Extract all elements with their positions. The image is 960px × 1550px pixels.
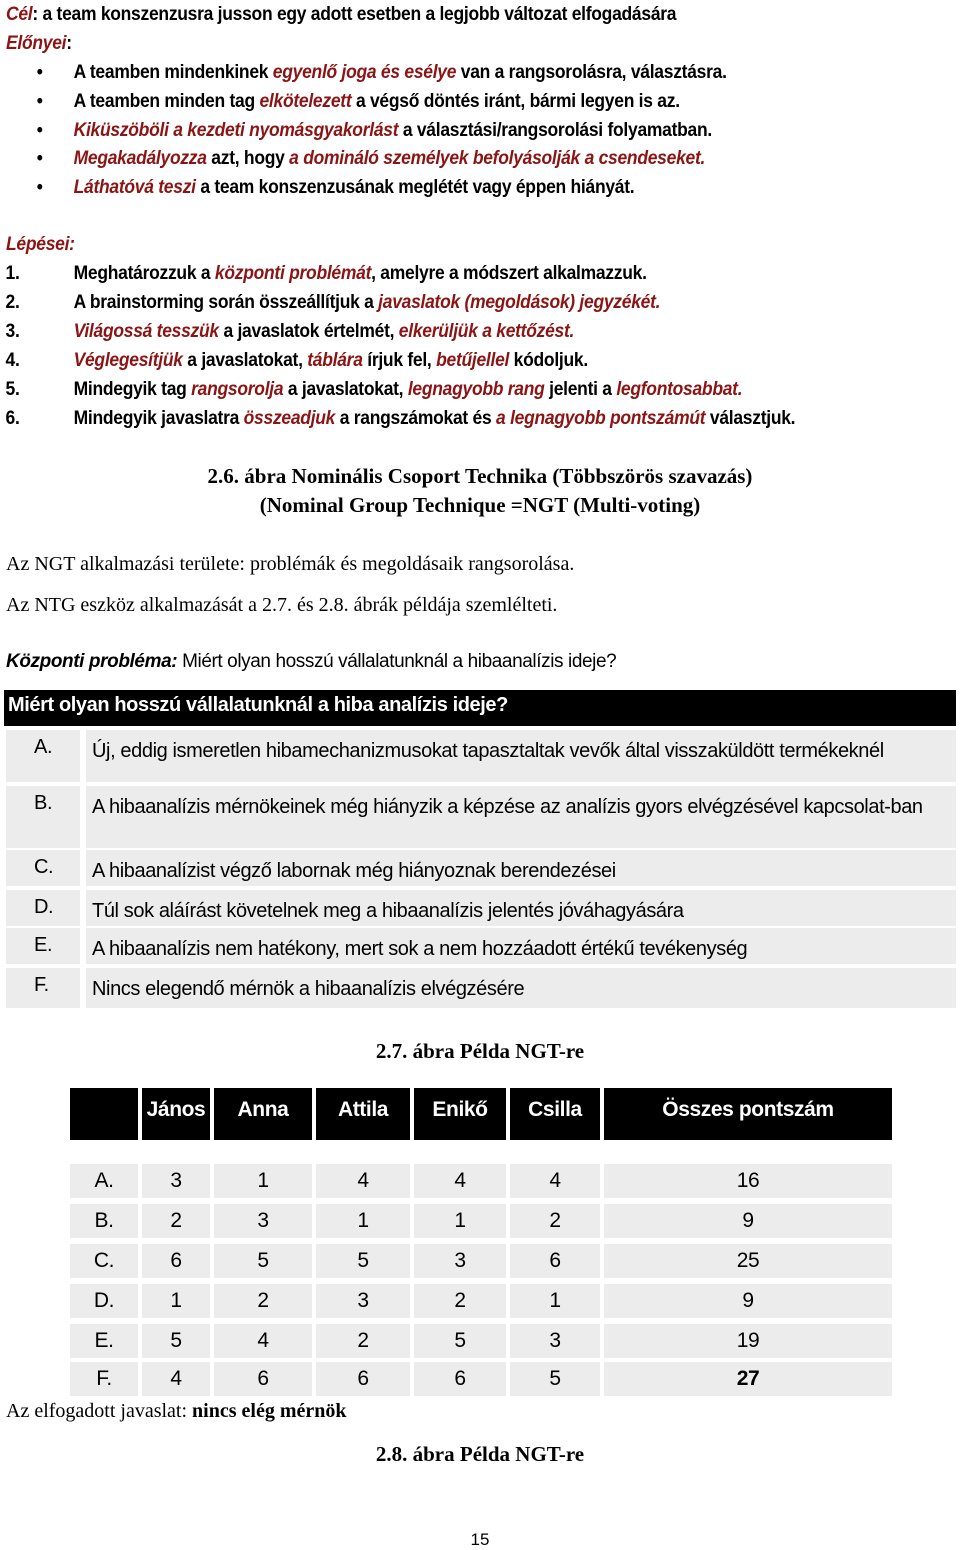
advantage-text	[74, 91, 680, 113]
proposal-letter-cell	[6, 786, 80, 848]
central-problem-text: Miért olyan hosszú vállalatunknál a hibaanalízis ideje?	[177, 651, 617, 672]
rank-value: 6	[257, 1367, 269, 1390]
table-cell	[214, 1244, 312, 1278]
proposal-code: C.	[93, 1249, 115, 1272]
proposal-letter: D.	[34, 896, 54, 918]
table-row-label-cell	[70, 1244, 138, 1278]
table-cell	[316, 1244, 410, 1278]
body-text: Meghatározzuk a	[73, 263, 215, 284]
page-number: 15	[470, 1530, 490, 1549]
rank-value: 1	[170, 1289, 182, 1312]
proposal-code: E.	[94, 1329, 114, 1352]
total-score: 16	[736, 1169, 760, 1192]
table-header-label: Csilla	[528, 1098, 582, 1121]
table-row-label-cell	[70, 1284, 138, 1318]
body-text: a javaslatokat,	[182, 350, 308, 371]
table-cell	[316, 1284, 410, 1318]
rank-value: 6	[357, 1367, 369, 1390]
bullet-icon: •	[36, 177, 43, 198]
table-cell	[214, 1204, 312, 1238]
highlight-text: központi problémát	[214, 263, 372, 284]
goal-line	[6, 4, 676, 26]
step-text	[74, 408, 796, 430]
question-header-text: Miért olyan hosszú vállalatunknál a hiba analízis ideje?	[8, 694, 508, 716]
rank-value: 2	[170, 1209, 182, 1232]
table-cell	[604, 1284, 892, 1318]
rank-value: 3	[357, 1289, 369, 1312]
body-text: a javaslatokat,	[283, 379, 408, 400]
rank-value: 5	[549, 1367, 561, 1390]
total-score: 19	[736, 1329, 760, 1352]
highlight-text: egyenlő joga és esélye	[272, 62, 457, 83]
advantages-heading	[6, 33, 72, 55]
table-cell	[510, 1244, 600, 1278]
step-text	[74, 379, 743, 401]
table-cell	[414, 1284, 506, 1318]
proposal-text-cell	[86, 730, 956, 782]
proposal-text: A hibaanalízist végző labornak még hiányoznak berendezései	[92, 860, 616, 882]
table-cell	[214, 1164, 312, 1198]
proposal-text: Új, eddig ismeretlen hibamechanizmusokat tapasztaltak vevők által visszaküldött termékeknél	[92, 740, 884, 762]
table-header-label: János	[146, 1098, 206, 1121]
body-text: A teamben mindenkinek	[73, 62, 273, 83]
table-cell	[604, 1362, 892, 1396]
highlight-text: javaslatok (megoldások) jegyzékét.	[378, 292, 661, 313]
rank-value: 4	[170, 1367, 182, 1390]
step-number: 1.	[5, 263, 20, 284]
body-text: A brainstorming során összeállítjuk a	[73, 292, 379, 313]
advantages-colon: :	[66, 33, 72, 54]
bullet-icon: •	[36, 148, 43, 169]
proposal-row	[6, 850, 956, 886]
central-problem-line	[6, 651, 616, 673]
highlight-text: legfontosabbat.	[616, 379, 743, 400]
highlight-text: a domináló személyek befolyásolják a csendeseket.	[289, 148, 706, 169]
proposal-code: F.	[96, 1367, 112, 1390]
proposal-code: A.	[94, 1169, 114, 1192]
table-cell	[142, 1164, 210, 1198]
table-cell	[316, 1164, 410, 1198]
body-text: a javaslatok értelmét,	[218, 321, 399, 342]
proposal-letter-cell	[6, 890, 80, 926]
body-text: választjuk.	[705, 408, 796, 429]
proposal-letter: F.	[34, 974, 49, 996]
proposal-code: B.	[94, 1209, 114, 1232]
table-header-cell	[510, 1088, 600, 1140]
table-cell	[414, 1204, 506, 1238]
table-row-label-cell	[70, 1204, 138, 1238]
accepted-proposal-line	[6, 1400, 346, 1423]
proposal-letter-cell	[6, 850, 80, 886]
highlight-text: táblára	[307, 350, 363, 371]
rank-value: 6	[549, 1249, 561, 1272]
step-number: 5.	[5, 379, 20, 400]
table-cell	[414, 1324, 506, 1358]
rank-value: 2	[454, 1289, 466, 1312]
bullet-icon: •	[36, 120, 43, 141]
body-text: jelenti a	[544, 379, 617, 400]
body-text: a választási/rangsorolási folyamatban.	[398, 120, 712, 141]
rank-value: 6	[454, 1367, 466, 1390]
proposal-text-cell	[86, 968, 956, 1008]
proposal-text: A hibaanalízis nem hatékony, mert sok a nem hozzáadott értékű tevékenység	[92, 938, 748, 960]
table-cell	[510, 1164, 600, 1198]
figure-caption-2-6-line2: (Nominal Group Technique =NGT (Multi-voting)	[259, 493, 701, 517]
goal-text: : a team konszenzusra jusson egy adott esetben a legjobb változat elfogadására	[32, 4, 677, 25]
table-cell	[510, 1284, 600, 1318]
table-cell	[604, 1164, 892, 1198]
rank-value: 5	[357, 1249, 369, 1272]
figure-caption-2-8: 2.8. ábra Példa NGT-re	[375, 1442, 585, 1466]
table-cell	[214, 1324, 312, 1358]
proposal-letter-cell	[6, 968, 80, 1008]
proposal-row	[6, 786, 956, 848]
body-text: Mindegyik tag	[73, 379, 192, 400]
proposal-row	[6, 928, 956, 964]
advantage-text	[74, 62, 727, 84]
rank-value: 1	[549, 1289, 561, 1312]
table-cell	[142, 1204, 210, 1238]
table-row-label-cell	[70, 1362, 138, 1396]
rank-value: 3	[170, 1169, 182, 1192]
body-text: Mindegyik javaslatra	[73, 408, 244, 429]
step-number: 3.	[5, 321, 20, 342]
table-cell	[142, 1244, 210, 1278]
proposal-text-cell	[86, 786, 956, 848]
proposal-text: Nincs elegendő mérnök a hibaanalízis elvégzésére	[92, 978, 525, 1000]
bullet-icon: •	[36, 91, 43, 112]
body-text: a végső döntés iránt, bármi legyen is az.	[351, 91, 680, 112]
proposal-text-cell	[86, 890, 956, 926]
total-score: 9	[742, 1289, 754, 1312]
advantages-label: Előnyei	[6, 33, 67, 54]
rank-value: 5	[257, 1249, 269, 1272]
rank-value: 2	[357, 1329, 369, 1352]
proposal-text: A hibaanalízis mérnökeinek még hiányzik a képzése az analízis gyors elvégzésével kapcsolat-ban	[92, 796, 923, 818]
rank-value: 2	[549, 1209, 561, 1232]
highlight-text: legnagyobb rang	[407, 379, 545, 400]
proposal-code: D.	[93, 1289, 115, 1312]
highlight-text: betűjellel	[436, 350, 510, 371]
rank-value: 1	[257, 1169, 269, 1192]
advantage-text	[74, 120, 712, 142]
goal-label: Cél	[6, 4, 33, 25]
body-text: A teamben minden tag	[73, 91, 260, 112]
step-text	[74, 321, 575, 343]
table-cell	[142, 1324, 210, 1358]
rank-value: 3	[454, 1249, 466, 1272]
steps-heading: Lépései:	[6, 234, 75, 255]
ngt-example-paragraph: Az NTG eszköz alkalmazását a 2.7. és 2.8. ábrák példája szemlélteti.	[6, 594, 558, 616]
rank-value: 6	[170, 1249, 182, 1272]
figure-caption-2-7: 2.7. ábra Példa NGT-re	[375, 1039, 585, 1063]
proposal-letter-cell	[6, 730, 80, 782]
table-cell	[414, 1164, 506, 1198]
table-header-label: Enikő	[432, 1098, 488, 1121]
highlight-text: Megakadályozza	[73, 148, 207, 169]
table-cell	[604, 1324, 892, 1358]
highlight-text: Világossá tesszük	[73, 321, 219, 342]
proposal-letter-cell	[6, 928, 80, 964]
body-text: , amelyre a módszert alkalmazzuk.	[371, 263, 647, 284]
rank-value: 1	[357, 1209, 369, 1232]
proposal-text-cell	[86, 928, 956, 964]
table-cell	[510, 1324, 600, 1358]
highlight-text: elkerüljük a kettőzést.	[398, 321, 575, 342]
total-score: 25	[736, 1249, 760, 1272]
body-text: a rangszámokat és	[335, 408, 497, 429]
rank-value: 2	[257, 1289, 269, 1312]
highlight-text: összeadjuk	[243, 408, 336, 429]
step-number: 2.	[5, 292, 20, 313]
body-text: a team konszenzusának meglétét vagy éppen hiányát.	[195, 177, 635, 198]
table-cell	[214, 1362, 312, 1396]
rank-value: 4	[549, 1169, 561, 1192]
table-cell	[414, 1244, 506, 1278]
table-header-cell	[316, 1088, 410, 1140]
central-problem-label: Központi probléma:	[6, 651, 178, 672]
accepted-proposal-label: Az elfogadott javaslat:	[6, 1400, 193, 1422]
highlight-text: Kiküszöböli a kezdeti nyomásgyakorlást	[73, 120, 399, 141]
table-cell	[214, 1284, 312, 1318]
table-cell	[604, 1204, 892, 1238]
step-number: 6.	[5, 408, 20, 429]
rank-value: 4	[454, 1169, 466, 1192]
accepted-proposal-value: nincs elég mérnök	[192, 1400, 347, 1422]
proposal-row	[6, 968, 956, 1008]
body-text: kódoljuk.	[509, 350, 588, 371]
total-score: 9	[742, 1209, 754, 1232]
body-text: azt, hogy	[206, 148, 290, 169]
proposal-row	[6, 730, 956, 782]
figure-caption-2-6-line1: 2.6. ábra Nominális Csoport Technika (Többszörös szavazás)	[207, 464, 753, 488]
total-score: 27	[736, 1367, 760, 1390]
table-cell	[510, 1362, 600, 1396]
table-header-cell	[214, 1088, 312, 1140]
highlight-text: a legnagyobb pontszámút	[496, 408, 706, 429]
body-text: írjuk fel,	[362, 350, 437, 371]
table-cell	[414, 1362, 506, 1396]
highlight-text: Láthatóvá teszi	[73, 177, 196, 198]
ngt-application-paragraph: Az NGT alkalmazási területe: problémák és megoldásaik rangsorolása.	[6, 553, 575, 575]
table-cell	[142, 1284, 210, 1318]
proposal-letter: B.	[34, 792, 53, 814]
step-text	[74, 263, 647, 285]
step-text	[74, 292, 661, 314]
rank-value: 5	[170, 1329, 182, 1352]
proposal-text: Túl sok aláírást követelnek meg a hibaanalízis jelentés jóváhagyására	[92, 900, 684, 922]
rank-value: 1	[454, 1209, 466, 1232]
proposal-letter: C.	[34, 856, 54, 878]
rank-value: 3	[257, 1209, 269, 1232]
table-cell	[316, 1324, 410, 1358]
rank-value: 4	[257, 1329, 269, 1352]
question-header	[4, 690, 956, 726]
body-text: van a rangsorolásra, választásra.	[456, 62, 727, 83]
rank-value: 4	[357, 1169, 369, 1192]
rank-value: 5	[454, 1329, 466, 1352]
table-header-cell	[142, 1088, 210, 1140]
advantage-text	[74, 177, 635, 199]
highlight-text: Véglegesítjük	[73, 350, 183, 371]
table-header-cell	[70, 1088, 138, 1140]
table-cell	[604, 1244, 892, 1278]
table-header-cell	[414, 1088, 506, 1140]
table-cell	[142, 1362, 210, 1396]
step-number: 4.	[5, 350, 20, 371]
table-row-label-cell	[70, 1164, 138, 1198]
proposal-letter: E.	[34, 934, 53, 956]
proposal-text-cell	[86, 850, 956, 886]
table-row-label-cell	[70, 1324, 138, 1358]
table-cell	[316, 1204, 410, 1238]
bullet-icon: •	[36, 62, 43, 83]
rank-value: 3	[549, 1329, 561, 1352]
table-header-cell	[604, 1088, 892, 1140]
proposal-letter: A.	[34, 736, 53, 758]
highlight-text: elkötelezett	[259, 91, 352, 112]
table-header-label: Anna	[237, 1098, 289, 1121]
highlight-text: rangsorolja	[191, 379, 284, 400]
step-text	[74, 350, 588, 372]
proposal-row	[6, 890, 956, 926]
table-cell	[316, 1362, 410, 1396]
advantage-text	[74, 148, 705, 170]
table-cell	[510, 1204, 600, 1238]
table-header-label: Összes pontszám	[662, 1098, 834, 1121]
table-header-label: Attila	[337, 1098, 389, 1121]
